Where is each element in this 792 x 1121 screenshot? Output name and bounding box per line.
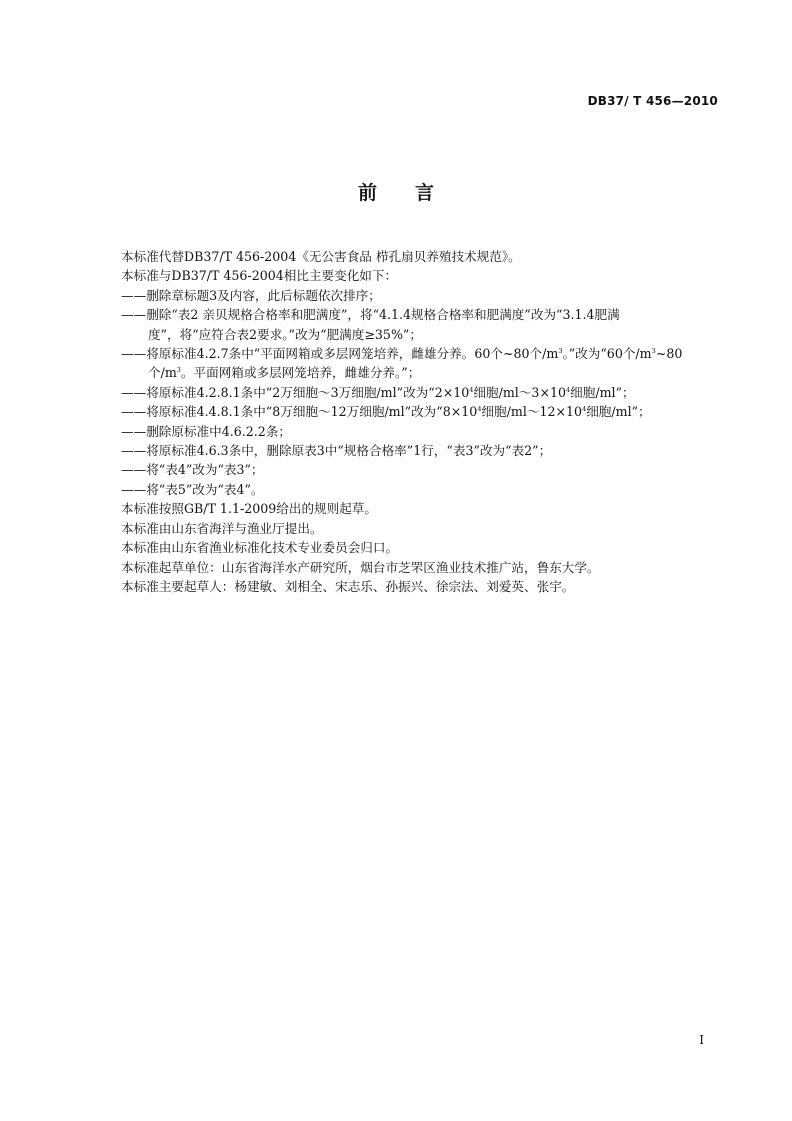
text-segment: 细胞/ml～3×10 (473, 384, 567, 400)
change-item-3-line-1 (121, 344, 721, 363)
paragraph-proposed-by: 本标准由山东省海洋与渔业厅提出。 (121, 520, 323, 536)
document-body (121, 247, 721, 596)
superscript: 3 (651, 347, 656, 356)
paragraph-changes-intro: 本标准与DB37/T 456-2004相比主要变化如下： (121, 268, 398, 284)
standard-code-header: DB37/ T 456—2010 (587, 94, 718, 108)
superscript: 3 (176, 366, 181, 375)
change-item-4 (121, 383, 721, 402)
change-item-2-line-2: 度”，将“应符合表2要求。”改为“肥满度≥35%”； (148, 326, 422, 342)
text-segment: 个/m (148, 365, 177, 381)
change-item-1: ——删除章标题3及内容，此后标题依次排序； (121, 287, 381, 303)
change-item-2-line-1: ——删除“表2 亲贝规格合格率和肥满度”，将“4.1.4规格合格率和肥满度”改为“3.1.4肥满 (121, 307, 620, 323)
text-segment: 细胞/ml”； (570, 384, 635, 400)
text-segment: 。平面网箱或多层网笼培养，雌雄分养。”； (180, 365, 421, 381)
text-segment: ——将原标准4.4.8.1条中“8万细胞～12万细胞/ml”改为“8×10 (121, 404, 478, 420)
text-segment: 。”改为“60个/m (562, 346, 652, 362)
change-item-5 (121, 402, 721, 421)
page-number: I (699, 1033, 704, 1047)
text-segment: ——将原标准4.2.7条中“平面网箱或多层网笼培养，雌雄分养。60个~80个/m (121, 346, 559, 362)
superscript: 4 (566, 385, 571, 394)
paragraph-replaces: 本标准代替DB37/T 456-2004《无公害食品 栉孔扇贝养殖技术规范》。 (121, 249, 521, 264)
paragraph-drafters: 本标准主要起草人：杨建敏、刘相全、宋志乐、孙振兴、徐宗法、刘爱英、张宇。 (121, 578, 575, 594)
paragraph-drafting-rules: 本标准按照GB/T 1.1-2009给出的规则起草。 (121, 501, 378, 517)
superscript: 4 (582, 405, 587, 414)
change-item-6: ——删除原标准中4.6.2.2条； (121, 423, 291, 439)
text-segment: 细胞/ml～12×10 (481, 404, 583, 420)
text-segment: ——将原标准4.2.8.1条中“2万细胞～3万细胞/ml”改为“2×10 (121, 384, 470, 400)
text-segment: ~80 (655, 346, 683, 362)
text-segment: 细胞/ml”； (586, 404, 651, 420)
paragraph-under-jurisdiction: 本标准由山东省渔业标准化技术专业委员会归口。 (121, 540, 399, 556)
paragraph-drafting-units: 本标准起草单位：山东省海洋水产研究所，烟台市芝罘区渔业技术推广站，鲁东大学。 (121, 559, 600, 575)
superscript: 4 (477, 405, 482, 414)
superscript: 4 (469, 385, 474, 394)
change-item-3-line-2 (121, 363, 721, 382)
superscript: 3 (558, 347, 563, 356)
change-item-7: ——将原标准4.6.3条中，删除原表3中“规格合格率”1行，“表3”改为“表2”； (121, 443, 552, 459)
change-item-9: ——将“表5”改为“表4”。 (121, 481, 264, 497)
page-title: 前 言 (357, 182, 434, 204)
change-item-8: ——将“表4”改为“表3”； (121, 462, 264, 478)
